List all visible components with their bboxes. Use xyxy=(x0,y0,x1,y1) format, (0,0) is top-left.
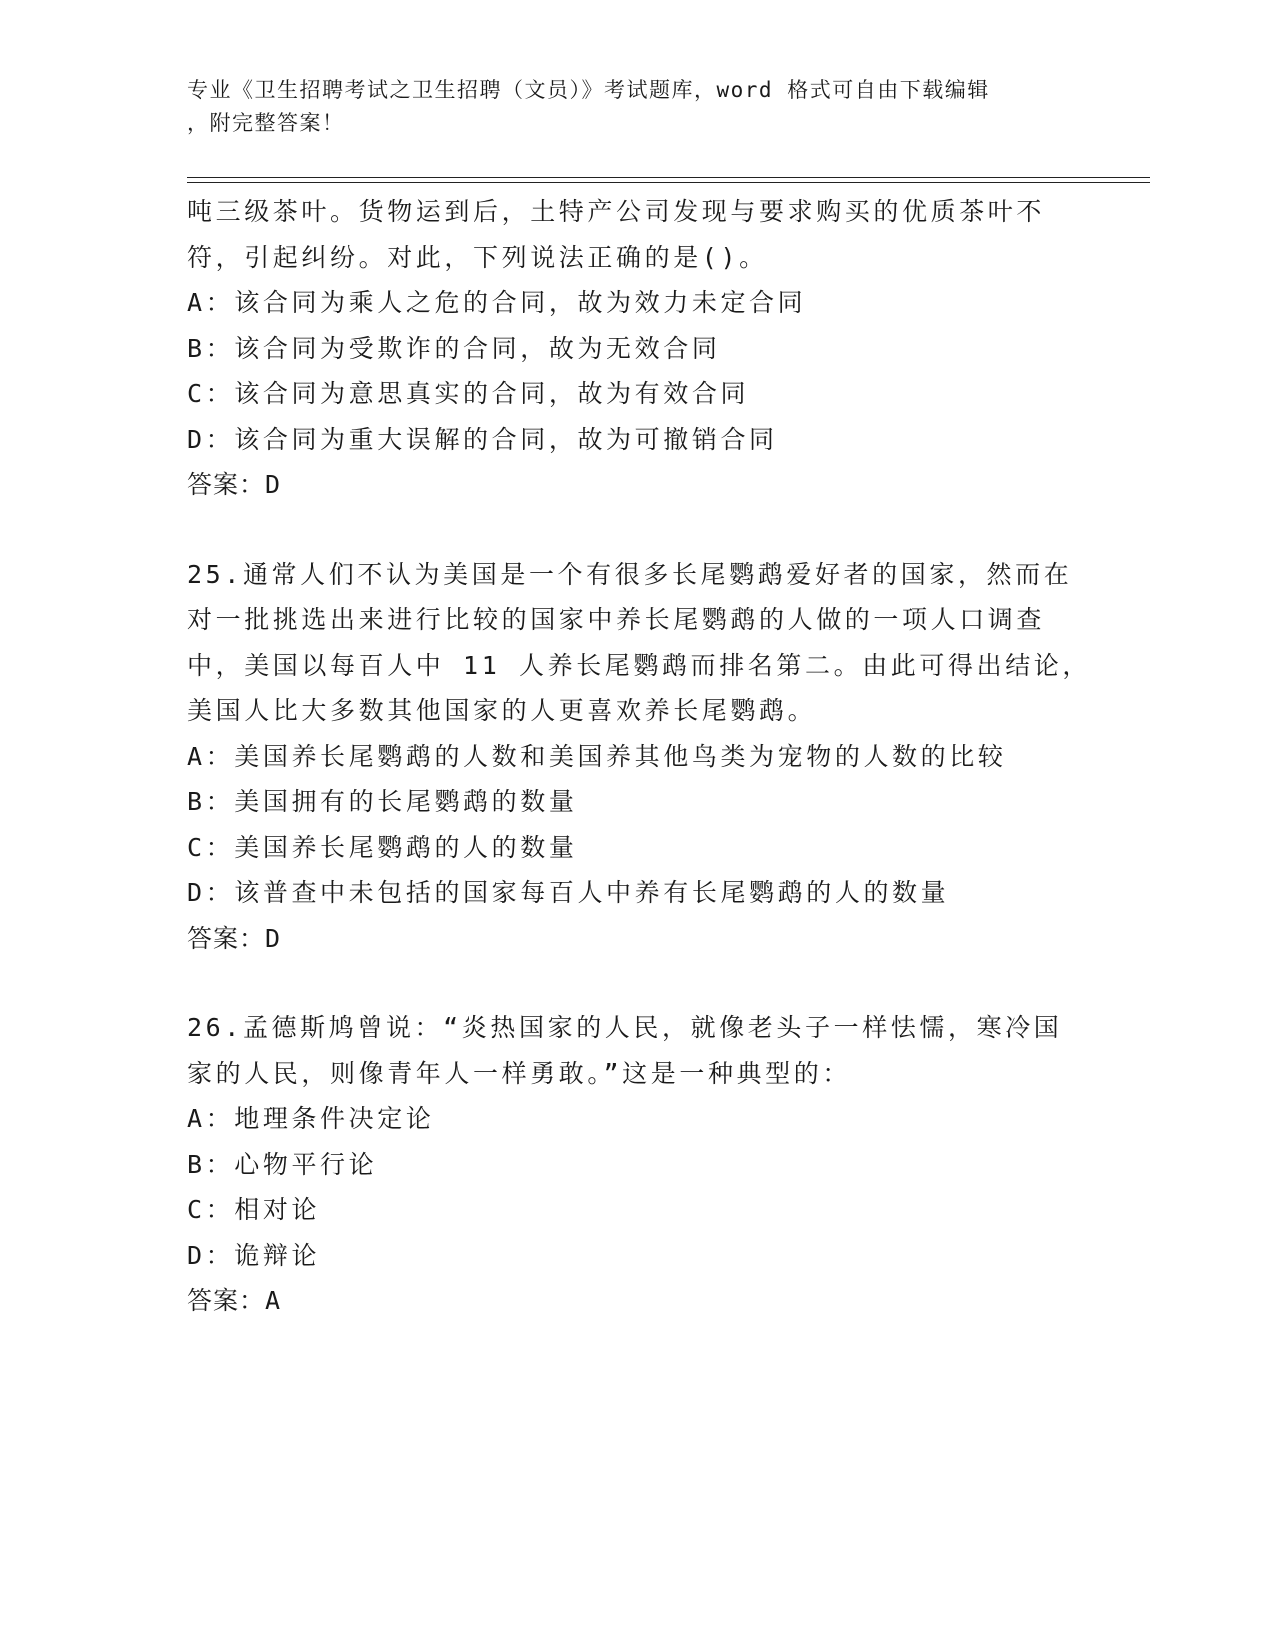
question-stem-line: 26.孟德斯鸠曾说：“炎热国家的人民，就像老头子一样怯懦，寒冷国 xyxy=(187,1013,1063,1042)
option-c: C：相对论 xyxy=(187,1195,321,1224)
answer-line: 答案：D xyxy=(187,923,282,953)
question-stem-line: 家的人民，则像青年人一样勇敢。”这是一种典型的： xyxy=(187,1058,851,1088)
question-24 xyxy=(187,189,1087,508)
page-header xyxy=(187,74,1087,140)
answer-line: 答案：A xyxy=(187,1286,282,1315)
question-spacer xyxy=(187,508,1087,552)
header-divider-top xyxy=(187,177,1150,178)
option-d: D：该普查中未包括的国家每百人中养有长尾鹦鹉的人的数量 xyxy=(187,878,950,907)
option-b: B：该合同为受欺诈的合同，故为无效合同 xyxy=(187,333,721,363)
option-b: B：心物平行论 xyxy=(187,1149,378,1179)
question-stem-line: 25.通常人们不认为美国是一个有很多长尾鹦鹉爱好者的国家，然而在 xyxy=(187,559,1073,589)
option-a: A：美国养长尾鹦鹉的人数和美国养其他鸟类为宠物的人数的比较 xyxy=(187,741,1007,771)
option-d: D：诡辩论 xyxy=(187,1240,321,1270)
option-a: A：地理条件决定论 xyxy=(187,1104,435,1133)
header-title-line: 专业《卫生招聘考试之卫生招聘（文员）》考试题库，word 格式可自由下载编辑 xyxy=(187,78,990,102)
question-stem-line: 中，美国以每百人中 11 人养长尾鹦鹉而排名第二。由此可得出结论， xyxy=(187,650,1092,680)
option-c: C：美国养长尾鹦鹉的人的数量 xyxy=(187,832,578,862)
header-divider-bottom xyxy=(187,182,1150,183)
question-stem-line: 对一批挑选出来进行比较的国家中养长尾鹦鹉的人做的一项人口调查 xyxy=(187,605,1046,634)
question-stem-line: 美国人比大多数其他国家的人更喜欢养长尾鹦鹉。 xyxy=(187,696,817,725)
header-title-line-continued: ，附完整答案！ xyxy=(187,111,345,135)
option-a: A：该合同为乘人之危的合同，故为效力未定合同 xyxy=(187,288,807,317)
option-c: C：该合同为意思真实的合同，故为有效合同 xyxy=(187,379,750,408)
question-25 xyxy=(187,552,1092,962)
question-stem-line: 吨三级茶叶。货物运到后，土特产公司发现与要求购买的优质茶叶不 xyxy=(187,197,1046,226)
question-stem-line: 符，引起纠纷。对此，下列说法正确的是()。 xyxy=(187,242,768,272)
question-spacer xyxy=(187,961,1087,1005)
option-b: B：美国拥有的长尾鹦鹉的数量 xyxy=(187,787,578,816)
question-26 xyxy=(187,1005,1087,1324)
question-content xyxy=(187,189,1092,1324)
answer-line: 答案：D xyxy=(187,470,282,499)
option-d: D：该合同为重大误解的合同，故为可撤销合同 xyxy=(187,424,778,454)
